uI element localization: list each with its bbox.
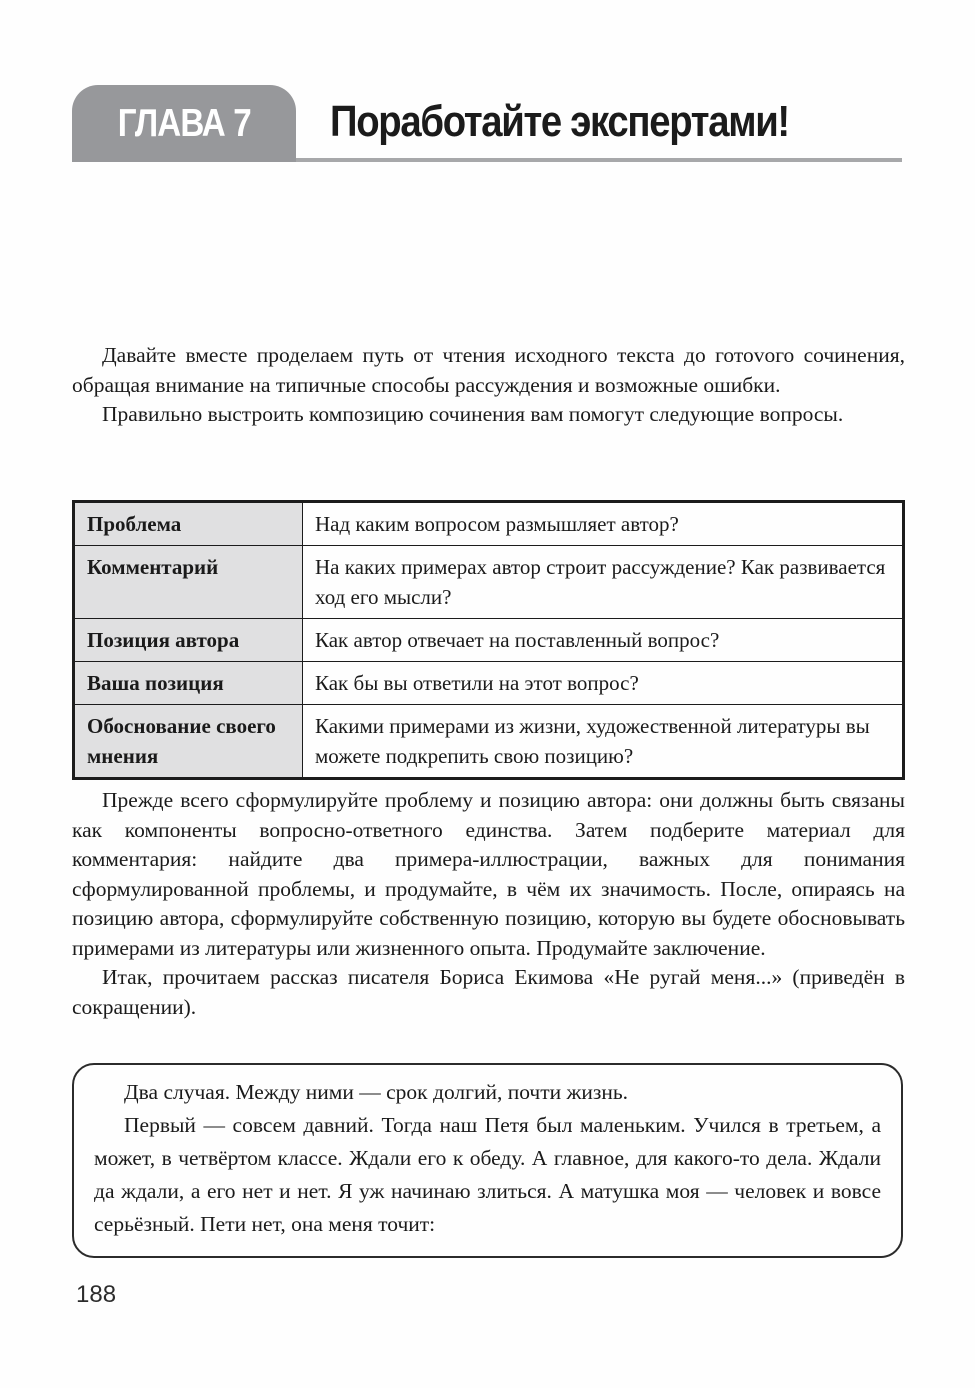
question-cell: Над каким вопросом размышляет автор? [303, 502, 904, 546]
term-cell: Позиция автора [74, 619, 303, 662]
body-section [72, 786, 905, 1022]
page-title-text: Поработайте экспертами! [330, 96, 789, 146]
question-cell: На каких примерах автор строит рассуждение? Как развивается ход его мысли? [303, 546, 904, 619]
term-cell: Ваша позиция [74, 662, 303, 705]
chapter-label: ГЛАВА 7 [117, 101, 251, 145]
table-row [74, 546, 904, 619]
chapter-header [72, 85, 905, 158]
table-row [74, 705, 904, 779]
question-cell: Как автор отвечает на поставленный вопрос? [303, 619, 904, 662]
body-paragraph-2: Итак, прочитаем рассказ писателя Бориса Екимова «Не ругай меня...» (приведён в сокращении). [72, 965, 905, 1019]
excerpt-box [72, 1063, 903, 1258]
excerpt-paragraph-1: Два случая. Между ними — срок долгий, почти жизнь. [124, 1080, 629, 1104]
term-cell: Обоснование своего мнения [74, 705, 303, 779]
question-cell: Какими примерами из жизни, художественной литературы вы можете подкрепить свою позицию? [303, 705, 904, 779]
intro-section [72, 341, 905, 430]
composition-table [72, 500, 905, 780]
chapter-badge [72, 85, 296, 162]
question-cell: Как бы вы ответили на этот вопрос? [303, 662, 904, 705]
table-row [74, 502, 904, 546]
page-title [330, 85, 857, 158]
body-paragraph-1: Прежде всего сформулируйте проблему и позицию автора: они должны быть связаны как компоненты вопросно-ответного единства. Затем подберите материал для комментария: найдите два примера-иллюстрации, важных для понимания сформулированной проблемы, и продумайте, в чём их значимость. После, опираясь на позицию автора, сформулируйте собственную позицию, которую вы будете обосновывать примерами из литературы или жизненного опыта. Продумайте заключение. [72, 788, 905, 960]
table-row [74, 662, 904, 705]
term-cell: Комментарий [74, 546, 303, 619]
excerpt-paragraph-2: Первый — совсем давний. Тогда наш Петя был маленьким. Учился в третьем, а может, в четвёртом классе. Ждали его к обеду. А главное, для какого-то дела. Ждали да ждали, а его нет и нет. Я уж начинаю злиться. А матушка моя — человек и вовсе серьёзный. Пети нет, она меня точит: [94, 1113, 881, 1236]
term-cell: Проблема [74, 502, 303, 546]
intro-paragraph-2: Правильно выстроить композицию сочинения вам помогут следующие вопросы. [102, 402, 844, 426]
intro-paragraph-1: Давайте вместе проделаем путь от чтения исходного текста до готоvого сочинения, обращая внимание на типичные способы рассуждения и возможные ошибки. [72, 343, 905, 397]
table-row [74, 619, 904, 662]
page-number: 188 [76, 1281, 117, 1308]
